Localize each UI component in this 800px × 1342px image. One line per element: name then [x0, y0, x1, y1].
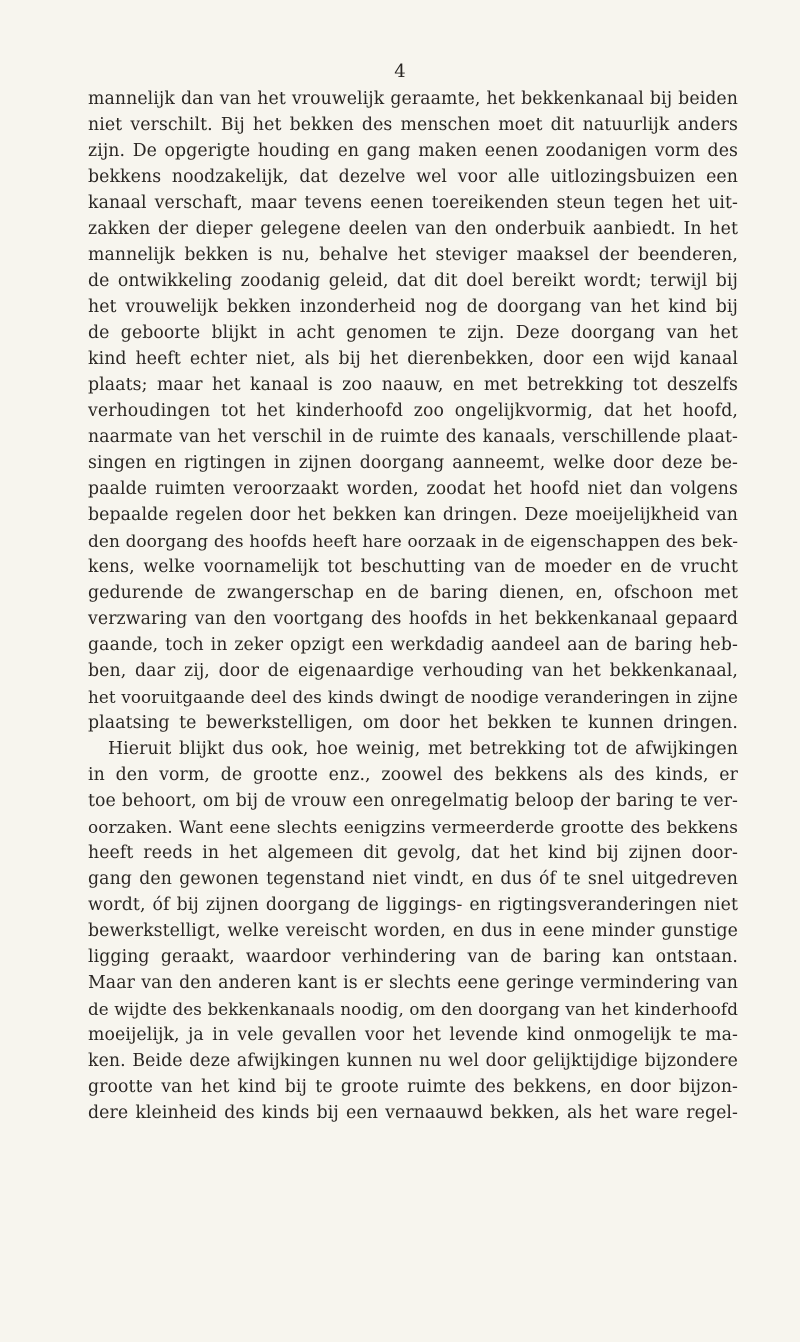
text-line: wordt, óf bij zijnen doorgang de liggings- en rigtingsveranderingen niet: [88, 895, 738, 915]
text-line: mannelijk bekken is nu, behalve het steviger maaksel der beenderen,: [88, 245, 738, 265]
text-line: de ontwikkeling zoodanig geleid, dat dit doel bereikt wordt; terwijl bij: [88, 271, 738, 291]
text-line: den doorgang des hoofds heeft hare oorzaak in de eigenschappen des bek-: [88, 531, 738, 551]
text-line: het vooruitgaande deel des kinds dwingt de noodige veranderingen in zijne: [88, 687, 738, 707]
text-line: verhoudingen tot het kinderhoofd zoo ongelijkvormig, dat het hoofd,: [88, 401, 738, 421]
text-line: in den vorm, de grootte enz., zoowel des bekkens als des kinds, er: [88, 765, 738, 785]
text-line: kanaal verschaft, maar tevens eenen toereikenden steun tegen het uit-: [88, 193, 738, 213]
text-line: paalde ruimten veroorzaakt worden, zoodat het hoofd niet dan volgens: [88, 479, 738, 499]
text-line: moeijelijk, ja in vele gevallen voor het levende kind onmogelijk te ma-: [88, 1025, 738, 1045]
text-line: plaats; maar het kanaal is zoo naauw, en met betrekking tot deszelfs: [88, 375, 738, 395]
text-line: kens, welke voornamelijk tot beschutting van de moeder en de vrucht: [88, 557, 738, 577]
text-line: heeft reeds in het algemeen dit gevolg, dat het kind bij zijnen door-: [88, 843, 738, 863]
text-line: naarmate van het verschil in de ruimte des kanaals, verschillende plaat-: [88, 427, 738, 447]
text-line: verzwaring van den voortgang des hoofds in het bekkenkanaal gepaard: [88, 609, 738, 629]
text-line: gedurende de zwangerschap en de baring dienen, en, ofschoon met: [88, 583, 738, 603]
text-line: grootte van het kind bij te groote ruimte des bekkens, en door bijzon-: [88, 1077, 738, 1097]
text-line: ken. Beide deze afwijkingen kunnen nu wel door gelijktijdige bijzondere: [88, 1051, 738, 1071]
text-line: ligging geraakt, waardoor verhindering van de baring kan ontstaan.: [88, 947, 738, 967]
text-line: toe behoort, om bij de vrouw een onregelmatig beloop der baring te ver-: [88, 791, 738, 811]
text-line: de geboorte blijkt in acht genomen te zijn. Deze doorgang van het: [88, 323, 738, 343]
text-line: zijn. De opgerigte houding en gang maken eenen zoodanigen vorm des: [88, 141, 738, 161]
text-line: Hieruit blijkt dus ook, hoe weinig, met betrekking tot de afwijkingen: [108, 739, 738, 759]
text-line: kind heeft echter niet, als bij het dierenbekken, door een wijd kanaal: [88, 349, 738, 369]
text-line: ben, daar zij, door de eigenaardige verhouding van het bekkenkanaal,: [88, 661, 738, 681]
text-line: dere kleinheid des kinds bij een vernaauwd bekken, als het ware regel-: [88, 1103, 738, 1123]
text-line: het vrouwelijk bekken inzonderheid nog de doorgang van het kind bij: [88, 297, 738, 317]
text-line: singen en rigtingen in zijnen doorgang aanneemt, welke door deze be-: [88, 453, 738, 473]
text-line: zakken der dieper gelegene deelen van den onderbuik aanbiedt. In het: [88, 219, 738, 239]
page-number: 4: [394, 61, 406, 82]
text-line: Maar van den anderen kant is er slechts eene geringe vermindering van: [88, 973, 738, 993]
text-line: bekkens noodzakelijk, dat dezelve wel voor alle uitlozingsbuizen een: [88, 167, 738, 187]
text-line: mannelijk dan van het vrouwelijk geraamte, het bekkenkanaal bij beiden: [88, 89, 738, 109]
text-line: gaande, toch in zeker opzigt een werkdadig aandeel aan de baring heb-: [88, 635, 738, 655]
text-line: de wijdte des bekkenkanaals noodig, om den doorgang van het kinderhoofd: [88, 999, 738, 1019]
text-line: niet verschilt. Bij het bekken des menschen moet dit natuurlijk anders: [88, 115, 738, 135]
body-text: [88, 86, 738, 1126]
text-line: plaatsing te bewerkstelligen, om door het bekken te kunnen dringen.: [88, 713, 738, 733]
text-line: bepaalde regelen door het bekken kan dringen. Deze moeijelijkheid van: [88, 505, 738, 525]
text-line: gang den gewonen tegenstand niet vindt, en dus óf te snel uitgedreven: [88, 869, 738, 889]
text-line: oorzaken. Want eene slechts eenigzins vermeerderde grootte des bekkens: [88, 817, 738, 837]
text-line: bewerkstelligt, welke vereischt worden, en dus in eene minder gunstige: [88, 921, 738, 941]
